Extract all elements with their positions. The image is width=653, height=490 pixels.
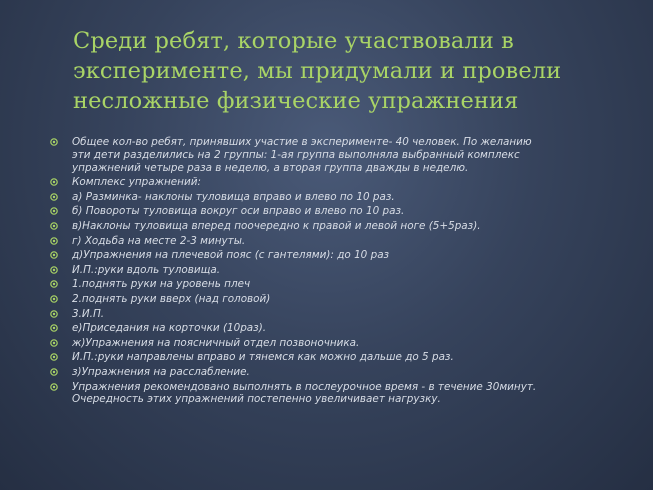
slide-title-line: эксперименте, мы придумали и провели: [73, 58, 562, 84]
bullet-text: з)Упражнения на расслабление.: [72, 365, 250, 378]
bullet-text: Комплекс упражнений:: [72, 176, 201, 189]
target-bullet-icon: [50, 193, 58, 201]
bullet-text: 2.поднять руки вверх (над головой): [72, 292, 271, 305]
bullet-item: [50, 337, 630, 350]
slide-title-line: несложные физические упражнения: [73, 88, 519, 114]
target-bullet-icon: [50, 207, 58, 215]
bullet-text: в)Наклоны туловища вперед поочередно к правой и левой ноге (5+5раз).: [72, 219, 481, 232]
bullet-text: г) Ходьба на месте 2-3 минуты.: [72, 234, 246, 247]
bullet-item: [50, 136, 630, 174]
bullet-item: [50, 249, 630, 262]
target-bullet-icon: [50, 339, 58, 347]
bullet-text: 3.И.П.: [72, 307, 105, 320]
target-bullet-icon: [50, 222, 58, 230]
bullet-text: б) Повороты туловища вокруг оси вправо и влево по 10 раз.: [72, 205, 405, 218]
bullet-text: И.П.:руки направлены вправо и тянемся как можно дальше до 5 раз.: [72, 351, 454, 364]
bullet-text: 1.поднять руки на уровень плеч: [72, 278, 251, 291]
bullet-text: Общее кол-во ребят, принявших участие в эксперименте- 40 человек. По желанию: [72, 136, 532, 148]
bullet-text: эти дети разделились на 2 группы: 1-ая группа выполняла выбранный комплекс: [72, 148, 520, 161]
bullet-item: [50, 366, 630, 379]
bullet-text: Упражнения рекомендовано выполнять в послеурочное время - в течение 30минут.: [72, 380, 537, 393]
bullet-item: [50, 293, 630, 306]
bullet-item: [50, 176, 630, 189]
bullet-text: а) Разминка- наклоны туловища вправо и влево по 10 раз.: [72, 190, 395, 203]
target-bullet-icon: [50, 383, 58, 391]
target-bullet-icon: [50, 138, 58, 146]
bullet-item: [50, 322, 630, 335]
slide-title: [73, 26, 633, 116]
target-bullet-icon: [50, 178, 58, 186]
bullet-text: упражнений четыре раза в неделю, а вторая группа дважды в неделю.: [72, 161, 469, 174]
bullet-text: е)Приседания на корточки (10раз).: [72, 322, 267, 335]
bullet-text: И.П.:руки вдоль туловища.: [72, 263, 221, 276]
bullet-item: [50, 235, 630, 248]
target-bullet-icon: [50, 310, 58, 318]
target-bullet-icon: [50, 280, 58, 288]
target-bullet-icon: [50, 324, 58, 332]
bullet-item: [50, 308, 630, 321]
bullet-item: [50, 220, 630, 233]
bullet-item: [50, 205, 630, 218]
bullet-item: [50, 264, 630, 277]
target-bullet-icon: [50, 237, 58, 245]
slide-title-line: Среди ребят, которые участвовали в: [73, 28, 514, 54]
bullet-item: [50, 191, 630, 204]
bullet-text: ж)Упражнения на поясничный отдел позвоночника.: [72, 336, 360, 349]
bullet-item: [50, 381, 630, 407]
target-bullet-icon: [50, 251, 58, 259]
bullet-item: [50, 351, 630, 364]
bullet-text: Очередность этих упражнений постепенно увеличивает нагрузку.: [72, 393, 441, 406]
target-bullet-icon: [50, 266, 58, 274]
bullet-list: [50, 136, 630, 408]
target-bullet-icon: [50, 295, 58, 303]
target-bullet-icon: [50, 353, 58, 361]
bullet-item: [50, 278, 630, 291]
bullet-text: д)Упражнения на плечевой пояс (с гантелями): до 10 раз: [72, 249, 390, 262]
target-bullet-icon: [50, 368, 58, 376]
